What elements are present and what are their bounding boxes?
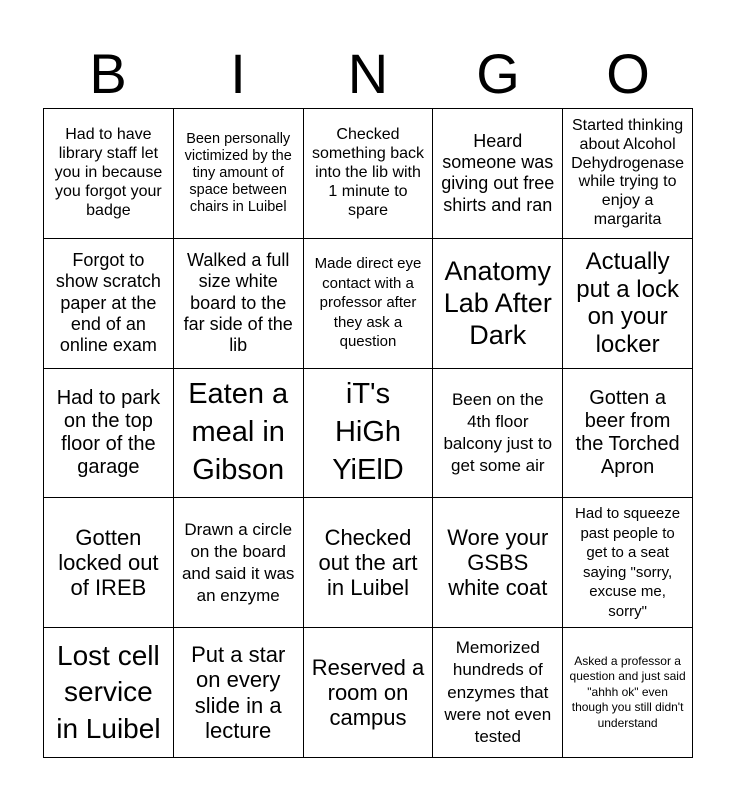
bingo-cell[interactable]: Memorized hundreds of enzymes that were not even tested [433,628,563,758]
bingo-cell[interactable]: Had to park on the top floor of the garage [44,369,174,499]
bingo-cell[interactable]: Had to have library staff let you in because you forgot your badge [44,109,174,239]
bingo-cell[interactable]: Drawn a circle on the board and said it was an enzyme [174,498,304,628]
bingo-cell[interactable]: Started thinking about Alcohol Dehydrogenase while trying to enjoy a margarita [563,109,693,239]
bingo-cell[interactable]: Put a star on every slide in a lecture [174,628,304,758]
bingo-cell[interactable]: Reserved a room on campus [304,628,434,758]
header-letter-n: N [347,41,389,105]
bingo-cell[interactable]: Heard someone was giving out free shirts and ran [433,109,563,239]
bingo-cell[interactable]: Had to squeeze past people to get to a seat saying "sorry, excuse me, sorry" [563,498,693,628]
bingo-cell[interactable]: Walked a full size white board to the far side of the lib [174,239,304,369]
bingo-cell[interactable]: Actually put a lock on your locker [563,239,693,369]
bingo-board [43,108,693,758]
bingo-cell[interactable]: Been personally victimized by the tiny amount of space between chairs in Luibel [174,109,304,239]
bingo-cell[interactable]: Checked out the art in Luibel [304,498,434,628]
header-letter-b: B [89,41,127,105]
bingo-cell[interactable]: Eaten a meal in Gibson [174,369,304,499]
bingo-cell[interactable]: Gotten locked out of IREB [44,498,174,628]
header-letter-o: O [606,41,650,105]
bingo-cell[interactable]: Gotten a beer from the Torched Apron [563,369,693,499]
header-letter-i: I [230,41,246,105]
bingo-cell[interactable]: Lost cell service in Luibel [44,628,174,758]
bingo-cell[interactable]: Anatomy Lab After Dark [433,239,563,369]
bingo-cell[interactable]: Wore your GSBS white coat [433,498,563,628]
bingo-cell[interactable]: Asked a professor a question and just said "ahhh ok" even though you still didn't understand [563,628,693,758]
bingo-header [43,38,693,108]
bingo-cell[interactable]: iT's HiGh YiElD [304,369,434,499]
bingo-cell[interactable]: Checked something back into the lib with 1 minute to spare [304,109,434,239]
bingo-cell[interactable]: Forgot to show scratch paper at the end of an online exam [44,239,174,369]
bingo-cell[interactable]: Made direct eye contact with a professor after they ask a question [304,239,434,369]
header-letter-g: G [476,41,520,105]
bingo-cell[interactable]: Been on the 4th floor balcony just to get some air [433,369,563,499]
